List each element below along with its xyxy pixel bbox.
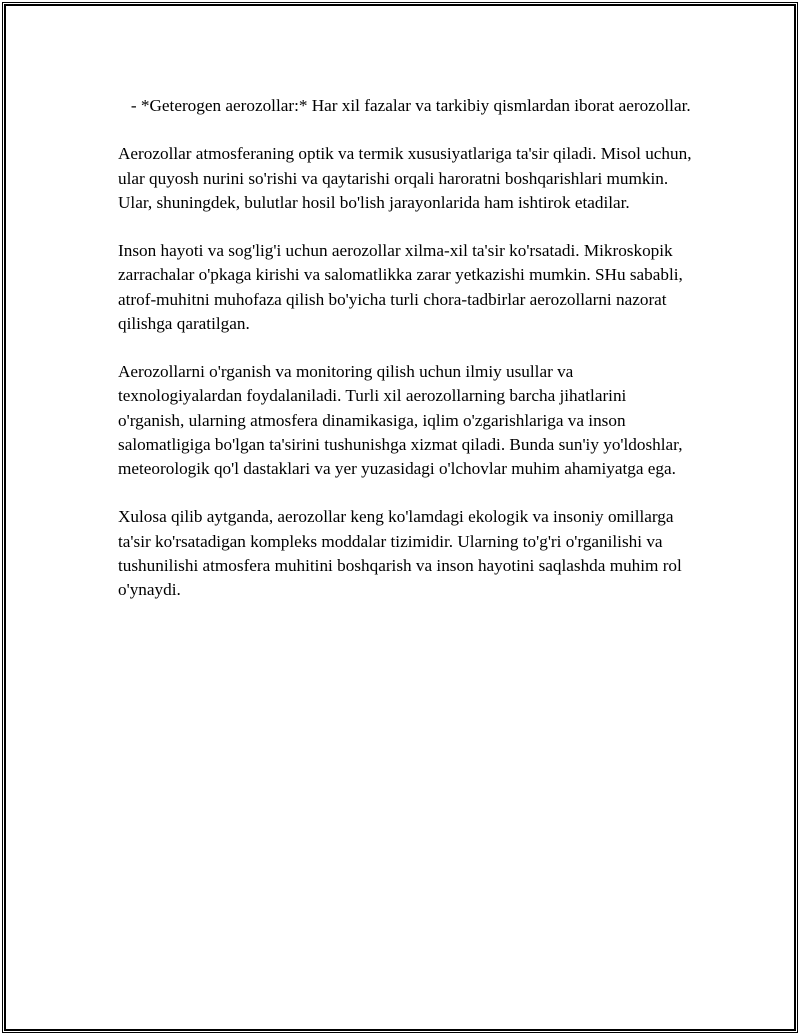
document-body xyxy=(118,94,693,626)
paragraph-optical-thermal: Aerozollar atmosferaning optik va termik xususiyatlariga ta'sir qiladi. Misol uchun, ular quyosh nurini so'rishi va qaytarishi orqali haroratni boshqarishlari mumkin. Ular, shuningdek, bulutlar hosil bo'lish jarayonlarida ham ishtirok etadilar. xyxy=(118,144,692,212)
bullet-item-geterogen: - *Geterogen aerozollar:* Har xil fazalar va tarkibiy qismlardan iborat aerozollar. xyxy=(118,96,691,115)
paragraph-health-impact: Inson hayoti va sog'lig'i uchun aerozollar xilma-xil ta'sir ko'rsatadi. Mikroskopik zarrachalar o'pkaga kirishi va salomatlikka zarar yetkazishi mumkin. SHu sababli, atrof-muhitni muhofaza qilish bo'yicha turli chora-tadbirlar aerozollarni nazorat qilishga qaratilgan. xyxy=(118,241,683,333)
paragraph-monitoring: Aerozollarni o'rganish va monitoring qilish uchun ilmiy usullar va texnologiyalardan foydalaniladi. Turli xil aerozollarning barcha jihatlarini o'rganish, ularning atmosfera dinamikasiga, iqlim o'zgarishlariga va inson salomatligiga bo'lgan ta'sirini tushunishga xizmat qiladi. Bunda sun'iy yo'ldoshlar, meteorologik qo'l dastaklari va yer yuzasidagi o'lchovlar muhim ahamiyatga ega. xyxy=(118,362,683,478)
paragraph-conclusion: Xulosa qilib aytganda, aerozollar keng ko'lamdagi ekologik va insoniy omillarga ta'sir ko'rsatadigan kompleks moddalar tizimidir. Ularning to'g'ri o'rganilishi va tushunilishi atmosfera muhitini boshqarish va inson hayotini saqlashda muhim rol o'ynaydi. xyxy=(118,507,682,599)
